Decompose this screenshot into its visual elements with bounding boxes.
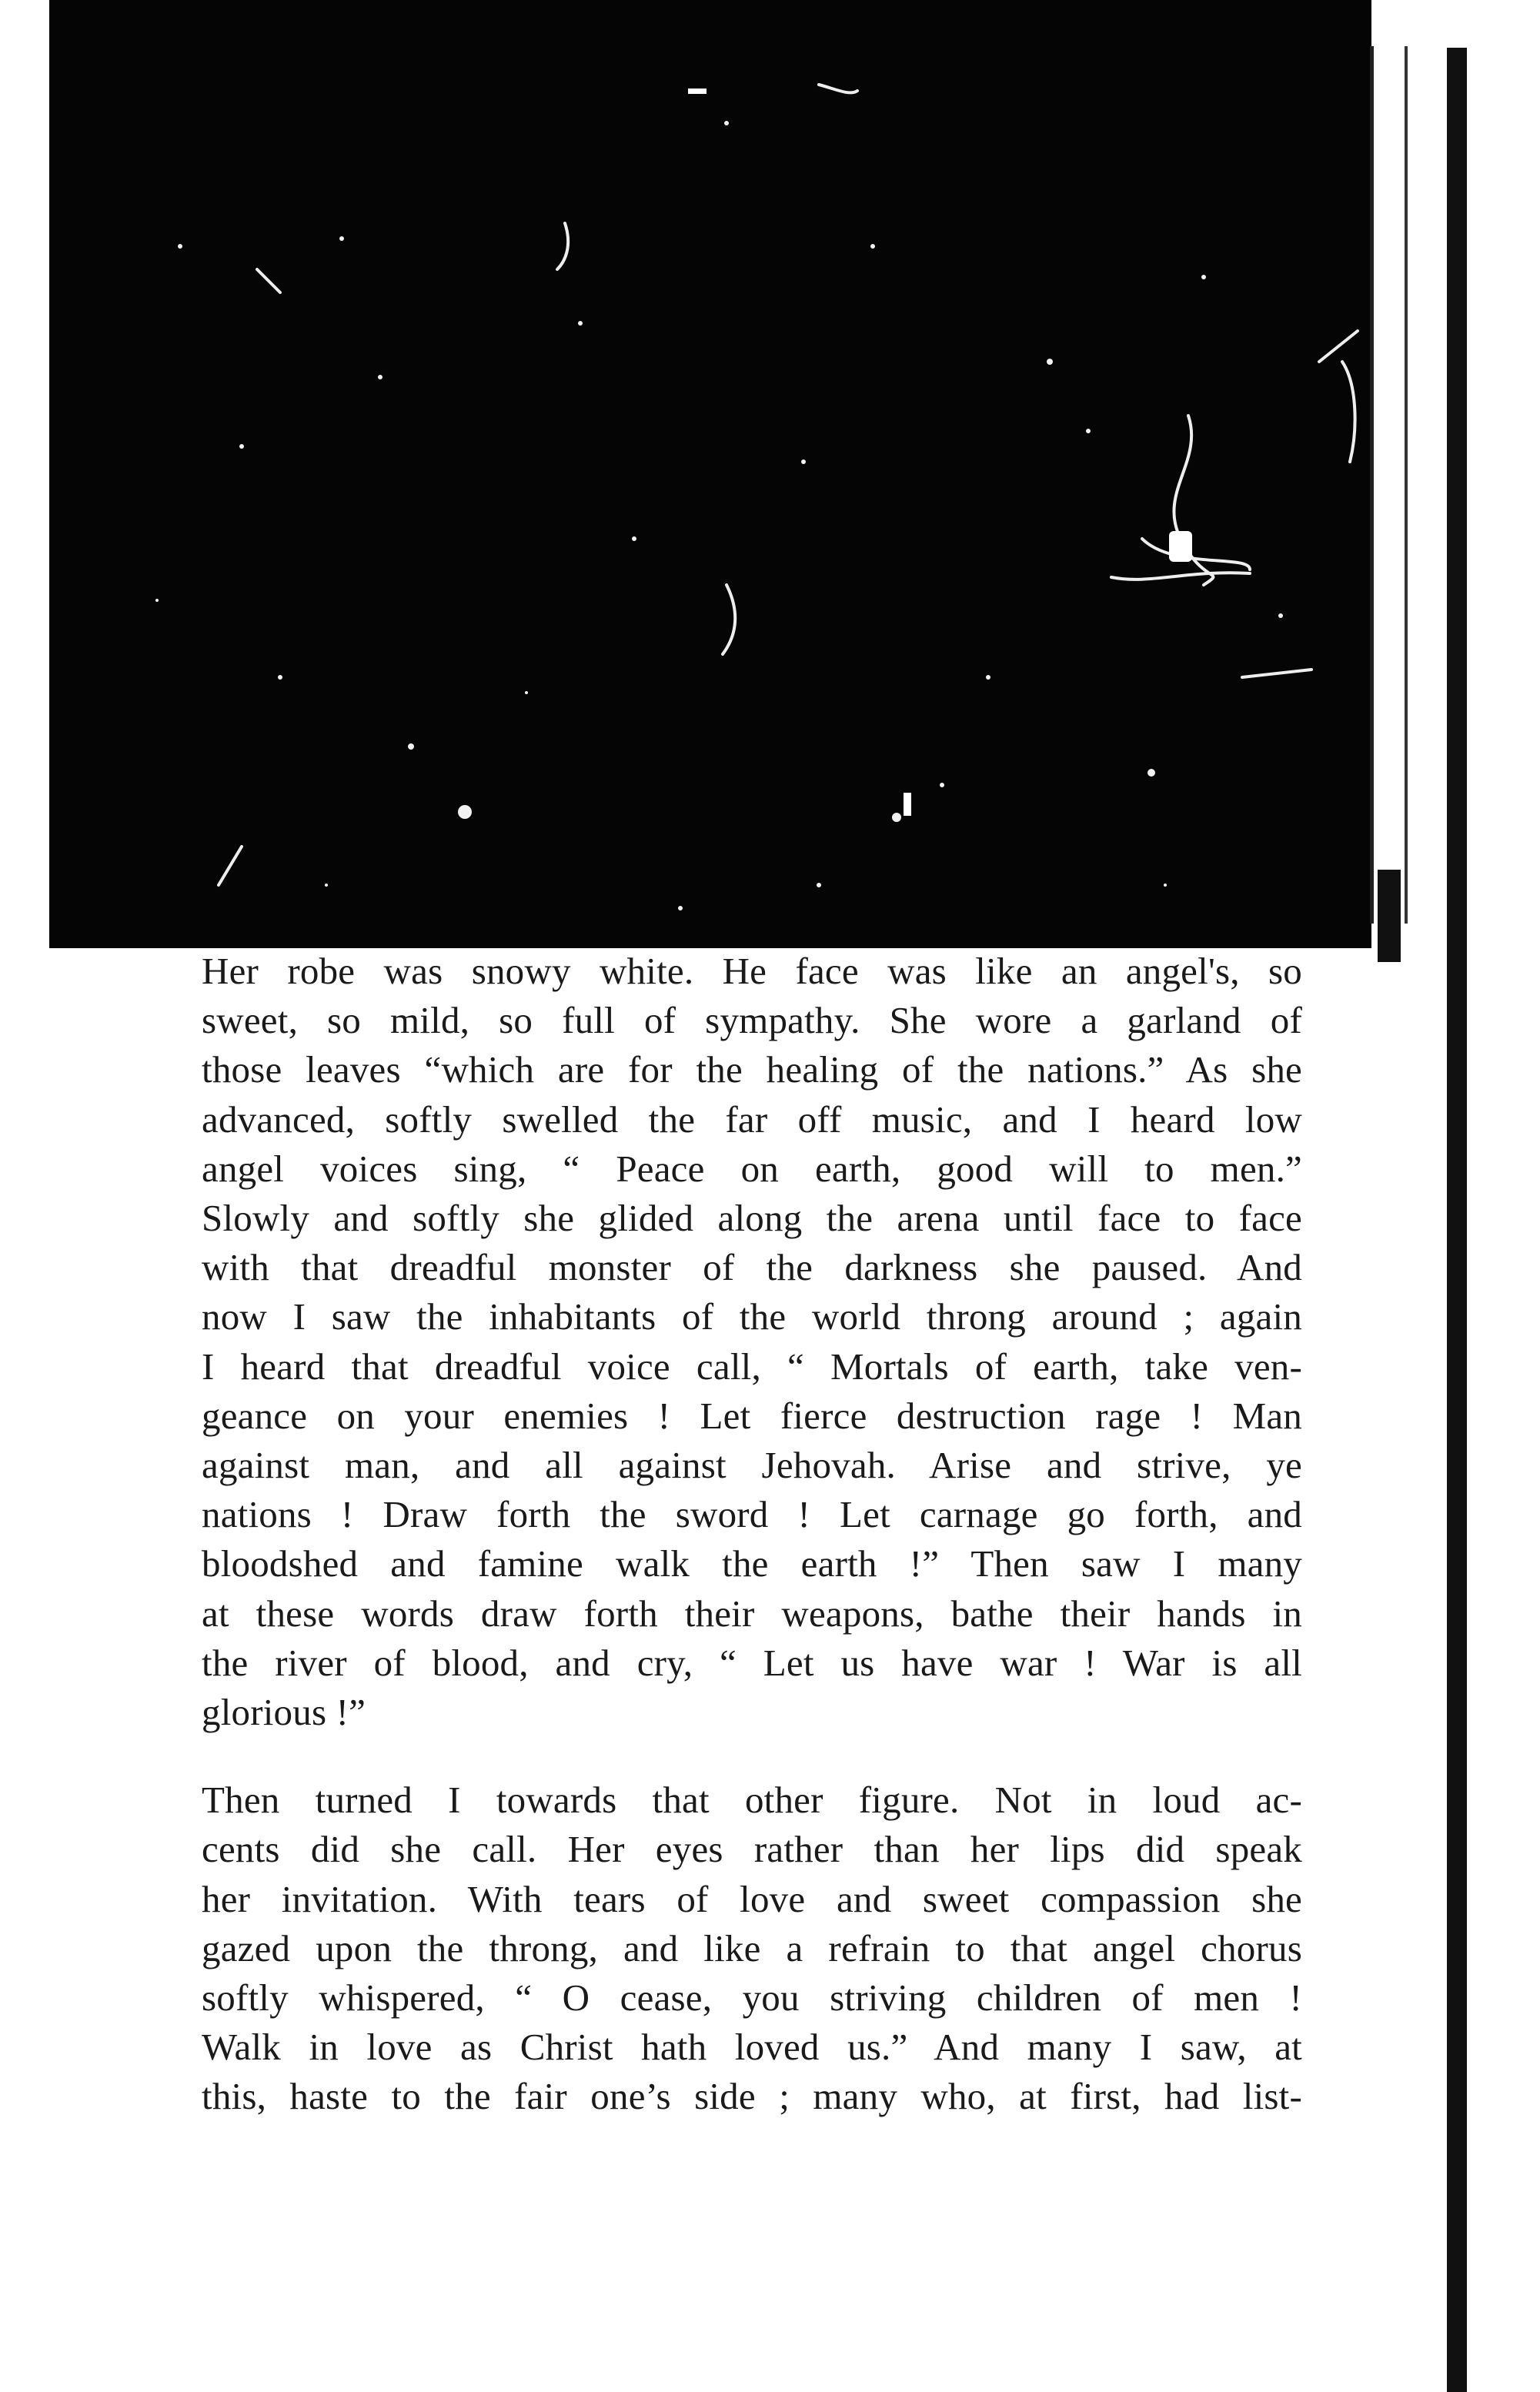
text-line: nations ! Draw forth the sword ! Let carnage go forth, and xyxy=(202,1493,1302,1536)
text-line: angel voices sing, “ Peace on earth, good will to men.” xyxy=(202,1147,1302,1190)
text-line: bloodshed and famine walk the earth !” Then saw I many xyxy=(202,1542,1302,1585)
text-line: her invitation. With tears of love and sweet compassion she xyxy=(202,1877,1302,1920)
scan-edge-block xyxy=(1378,870,1401,962)
dark-illustration xyxy=(49,0,1371,948)
text-line: against man, and all against Jehovah. Arise and strive, ye xyxy=(202,1444,1302,1487)
text-line: those leaves “which are for the healing of the nations.” As she xyxy=(202,1048,1302,1091)
text-line: geance on your enemies ! Let fierce destruction rage ! Man xyxy=(202,1394,1302,1437)
scan-edge-inner xyxy=(1370,46,1408,924)
text-line: Then turned I towards that other figure. Not in loud ac- xyxy=(202,1779,1302,1822)
text-line: softly whispered, “ O cease, you striving children of men ! xyxy=(202,1976,1302,2020)
text-line: gazed upon the throng, and like a refrain to that angel chorus xyxy=(202,1926,1302,1969)
text-line: sweet, so mild, so full of sympathy. She wore a garland of xyxy=(202,999,1302,1042)
text-line: the river of blood, and cry, “ Let us have war ! War is all xyxy=(202,1641,1302,1684)
text-line: at these words draw forth their weapons, bathe their hands in xyxy=(202,1592,1302,1635)
paragraph-1 xyxy=(202,947,1302,1737)
text-line: with that dreadful monster of the darkness she paused. And xyxy=(202,1246,1302,1289)
text-line: advanced, softly swelled the far off music, and I heard low xyxy=(202,1097,1302,1141)
text-body xyxy=(202,947,1302,2122)
text-line: I heard that dreadful voice call, “ Mortals of earth, take ven- xyxy=(202,1345,1302,1388)
text-line: glorious !” xyxy=(202,1691,366,1734)
scan-edge-outer xyxy=(1447,48,1467,2392)
text-line: Her robe was snowy white. He face was like an angel's, so xyxy=(202,950,1302,992)
speckle-texture xyxy=(49,0,1371,948)
text-line: cents did she call. Her eyes rather than her lips did speak xyxy=(202,1828,1302,1871)
paragraph-2 xyxy=(202,1776,1302,2121)
text-line: Walk in love as Christ hath loved us.” And many I saw, at xyxy=(202,2026,1302,2069)
text-line: this, haste to the fair one’s side ; many who, at first, had list- xyxy=(202,2075,1302,2118)
text-line: Slowly and softly she glided along the arena until face to face xyxy=(202,1197,1302,1240)
paragraph-gap xyxy=(202,1737,1302,1776)
text-line: now I saw the inhabitants of the world throng around ; again xyxy=(202,1295,1302,1338)
